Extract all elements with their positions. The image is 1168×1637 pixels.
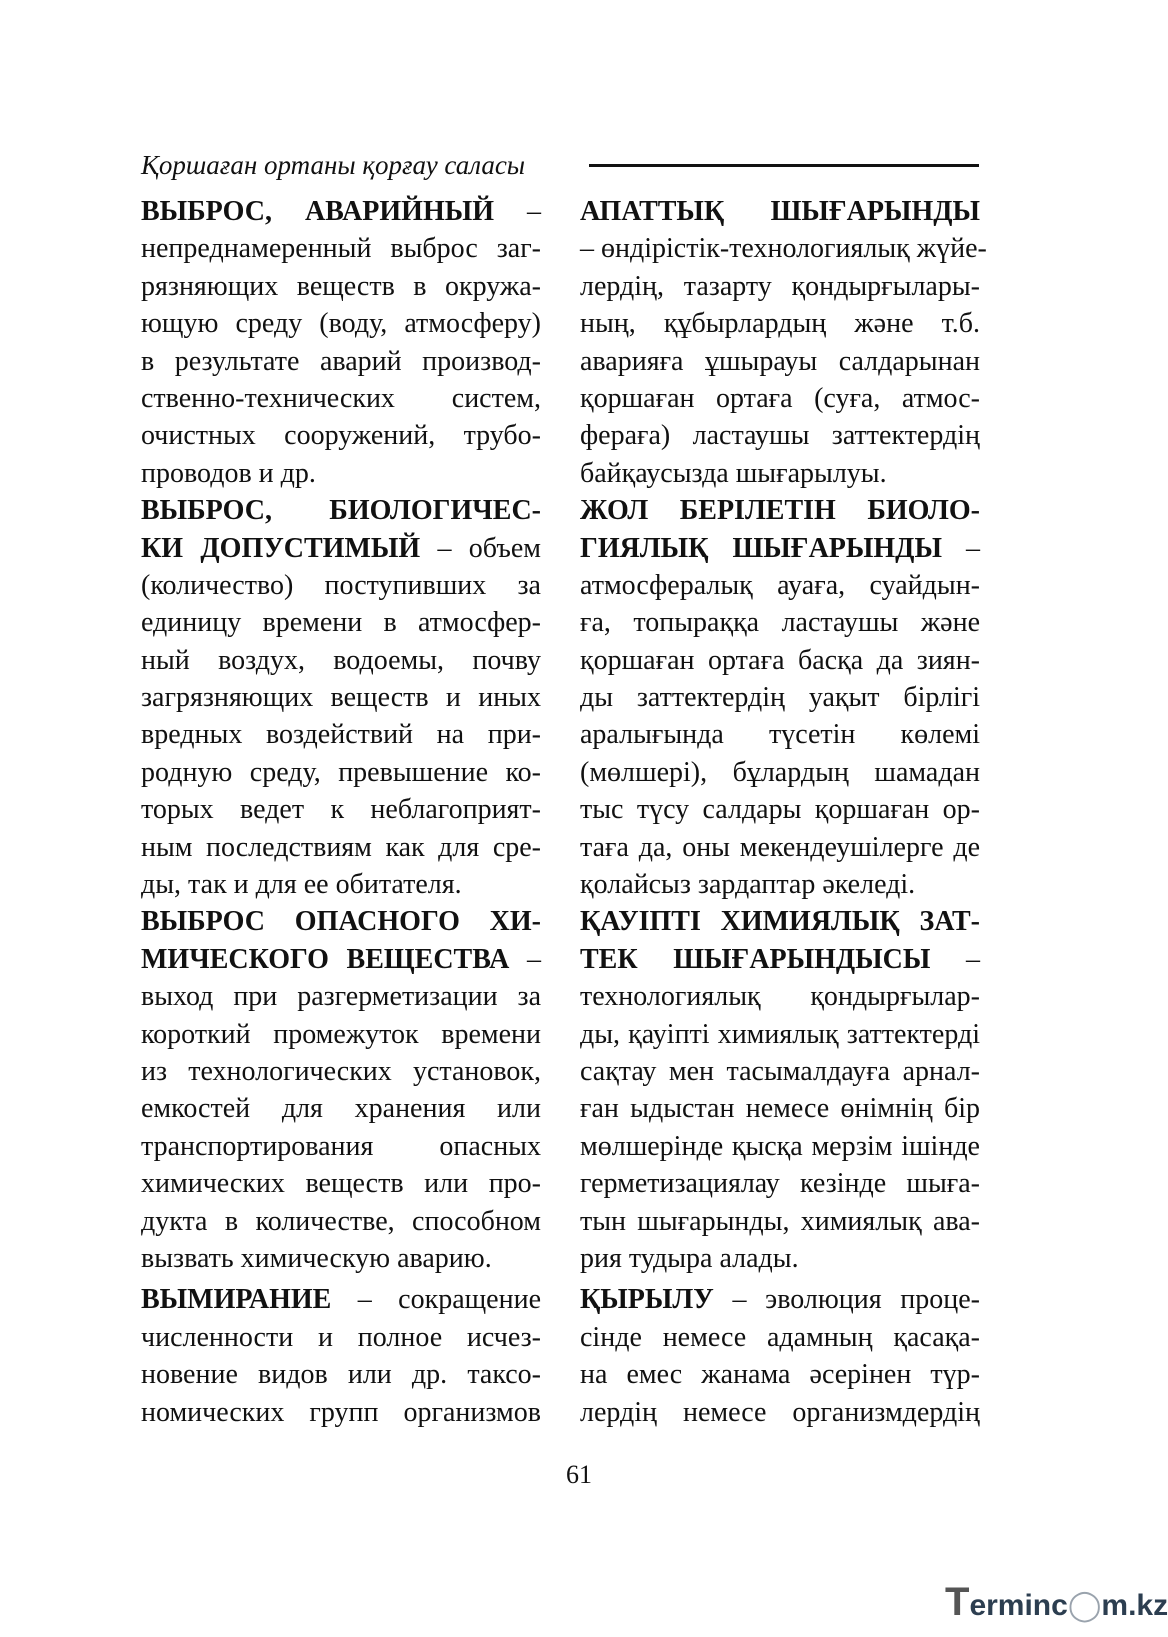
text-line (141, 417, 541, 454)
entry-text: атмосфералық ауаға, суайдын- (580, 569, 980, 601)
entry-term: ТЕК ШЫҒАРЫНДЫСЫ (580, 943, 931, 975)
entry-text: таға да, оны мекендеушілерге де (580, 831, 980, 863)
entry-text: қоршаған ортаға басқа да зиян- (580, 644, 980, 676)
entry-text: сақтау мен тасымалдауға арнал- (580, 1055, 980, 1087)
text-line (141, 1203, 541, 1240)
text-line (141, 716, 541, 753)
entry-text: из технологических установок, (141, 1055, 541, 1087)
entry-text: на емес жанама әсерінен түр- (580, 1359, 980, 1391)
header-rule (589, 164, 979, 167)
text-line (580, 903, 980, 940)
entry-text: тын шығарынды, химиялық ава- (580, 1205, 980, 1237)
entry-text: ды, так и для ее обитателя. (141, 869, 462, 901)
entry-text: номических групп организмов (141, 1396, 541, 1428)
entry-text: ственно-технических систем, (141, 382, 541, 414)
entry-term: ВЫМИРАНИЕ (141, 1284, 332, 1316)
entry-text: численности и полное исчез- (141, 1321, 541, 1353)
text-line (580, 754, 980, 791)
left-column (141, 193, 541, 1431)
text-line (141, 230, 541, 267)
text-line (580, 1016, 980, 1053)
entry-text: қоршаған ортаға (суға, атмос- (580, 382, 980, 414)
text-line (580, 1165, 980, 1202)
text-line (580, 455, 980, 492)
text-line (580, 941, 980, 978)
entry-text: короткий промежуток времени (141, 1018, 541, 1050)
entry-text: дукта в количестве, способном (141, 1205, 541, 1237)
entry-text: аварияға ұшырауы салдарынан (580, 345, 980, 377)
text-line (580, 1053, 980, 1090)
text-line (141, 567, 541, 604)
entry-text: ным последствиям как для сре- (141, 831, 541, 863)
entry-text: сінде немесе адамның қасақа- (580, 1321, 980, 1353)
entry-text: ның, құбырлардың және т.б. (580, 308, 980, 340)
text-line (141, 791, 541, 828)
entry-text: родную среду, превышение ко- (141, 756, 541, 788)
text-line (141, 1090, 541, 1127)
text-line (141, 1319, 541, 1356)
entry-text: непреднамеренный выброс заг- (141, 233, 541, 265)
entry-text: рия тудыра алады. (580, 1242, 799, 1274)
entry-text: химических веществ или про- (141, 1168, 541, 1200)
text-line (141, 1240, 541, 1277)
text-line (141, 679, 541, 716)
entry-text: ды заттектердің уақыт бірлігі (580, 682, 980, 714)
text-line (580, 829, 980, 866)
running-header-title: Қоршаған ортаны қорғау саласы (141, 150, 526, 180)
text-line (580, 1203, 980, 1240)
entry-text: торых ведет к неблагоприят- (141, 794, 541, 826)
text-line (580, 604, 980, 641)
text-line (580, 492, 980, 529)
site-watermark-logo: Terminc◯m.kz (945, 1580, 1168, 1624)
entry-text: – (509, 943, 541, 975)
entry-text: – объем (420, 532, 541, 564)
entry-text: – өндірістік-технологиялық жүйе- (580, 233, 987, 265)
entry-term: ҚЫРЫЛУ (580, 1284, 714, 1316)
text-line (580, 530, 980, 567)
entry-text: единицу времени в атмосфер- (141, 607, 541, 639)
entry-text: – (494, 196, 541, 227)
entry-text: қолайсыз зардаптар әкеледі. (580, 869, 916, 901)
entry-term: ВЫБРОС, АВАРИЙНЫЙ (141, 196, 495, 227)
text-line (580, 417, 980, 454)
text-line (141, 305, 541, 342)
text-line (141, 530, 541, 567)
text-line (141, 829, 541, 866)
entry-text: ға, топыраққа ластаушы және (580, 607, 980, 639)
running-header (141, 148, 979, 184)
text-line (141, 455, 541, 492)
entry-text: – (930, 943, 980, 975)
entry-text: – эволюция проце- (713, 1284, 980, 1316)
entry-term: КИ ДОПУСТИМЫЙ (141, 532, 421, 564)
text-line (580, 567, 980, 604)
text-line (141, 1356, 541, 1393)
text-line (580, 380, 980, 417)
text-line (141, 903, 541, 940)
text-line (580, 1090, 980, 1127)
entry-text: емкостей для хранения или (141, 1093, 541, 1125)
entry-text: транспортирования опасных (141, 1130, 541, 1162)
entry-term: ЖОЛ БЕРІЛЕТІН БИОЛО- (580, 495, 980, 527)
entry-text: ған ыдыстан немесе өнімнің бір (580, 1093, 980, 1125)
text-line (580, 716, 980, 753)
entry-text: лердің немесе организмдердің (580, 1396, 980, 1428)
entry-text: вызвать химическую аварию. (141, 1242, 492, 1274)
text-line (580, 791, 980, 828)
text-line (141, 1165, 541, 1202)
text-line (580, 230, 987, 267)
entry-text: (мөлшері), бұлардың шамадан (580, 756, 980, 788)
entry-text: (количество) поступивших за (141, 569, 541, 601)
entry-term: ВЫБРОС, БИОЛОГИЧЕС- (141, 495, 541, 527)
entry-text: – сокращение (331, 1284, 541, 1316)
entry-term: ГИЯЛЫҚ ШЫҒАРЫНДЫ (580, 532, 942, 564)
entry-term: ҚАУІПТІ ХИМИЯЛЫҚ ЗАТ- (580, 906, 980, 938)
entry-text: технологиялық қондырғылар- (580, 981, 980, 1013)
text-line (580, 268, 980, 305)
text-line (141, 604, 541, 641)
entry-term: ВЫБРОС ОПАСНОГО ХИ- (141, 906, 541, 938)
right-column (580, 193, 987, 1431)
text-line (580, 679, 980, 716)
page-number: 61 (566, 1460, 592, 1489)
text-line (580, 1240, 980, 1277)
entry-text: новение видов или др. таксо- (141, 1359, 541, 1391)
entry-text: ный воздух, водоемы, почву (141, 644, 541, 676)
entry-text: мөлшерінде қысқа мерзім ішінде (580, 1130, 980, 1162)
text-line (141, 268, 541, 305)
text-line (141, 492, 541, 529)
text-line (141, 380, 541, 417)
text-line (580, 1319, 980, 1356)
entry-text: вредных воздействий на при- (141, 719, 541, 751)
text-line (141, 941, 541, 978)
entry-text: аралығында түсетін көлемі (580, 719, 980, 751)
text-line (141, 642, 541, 679)
entry-text: лердің, тазарту қондырғылары- (580, 270, 980, 302)
text-line (141, 343, 541, 380)
entry-text: загрязняющих веществ и иных (141, 682, 541, 714)
text-line (141, 1128, 541, 1165)
text-line (141, 1053, 541, 1090)
entry-term: АПАТТЫҚ ШЫҒАРЫНДЫ (580, 196, 980, 227)
entry-text: тыс түсу салдары қоршаған ор- (580, 794, 980, 826)
text-line (580, 978, 980, 1015)
text-line (580, 193, 980, 230)
entry-text: в результате аварий производ- (141, 345, 541, 377)
entry-text: фераға) ластаушы заттектердің (580, 420, 980, 452)
entry-text: выход при разгерметизации за (141, 981, 541, 1013)
text-line (580, 866, 980, 903)
entry-text: – (941, 532, 981, 564)
entry-text: байқаусызда шығарылуы. (580, 457, 887, 489)
text-line (580, 1394, 980, 1431)
text-line (580, 1281, 980, 1318)
text-line (580, 1356, 980, 1393)
text-line (141, 754, 541, 791)
text-line (141, 1281, 541, 1318)
text-line (580, 343, 980, 380)
text-line (141, 866, 541, 903)
text-line (141, 1394, 541, 1431)
entry-text: очистных сооружений, трубо- (141, 420, 541, 452)
entry-text: проводов и др. (141, 457, 316, 489)
text-line (580, 1128, 980, 1165)
entry-text: рязняющих веществ в окружа- (141, 270, 541, 302)
text-line (141, 1016, 541, 1053)
entry-text: ды, қауіпті химиялық заттектерді (580, 1018, 980, 1050)
text-line (141, 193, 541, 230)
entry-text: герметизациялау кезінде шыға- (580, 1168, 980, 1200)
text-line (580, 305, 980, 342)
text-line (141, 978, 541, 1015)
entry-text: ющую среду (воду, атмосферу) (141, 308, 541, 340)
entry-term: МИЧЕСКОГО ВЕЩЕСТВА (141, 943, 510, 975)
text-line (580, 642, 980, 679)
